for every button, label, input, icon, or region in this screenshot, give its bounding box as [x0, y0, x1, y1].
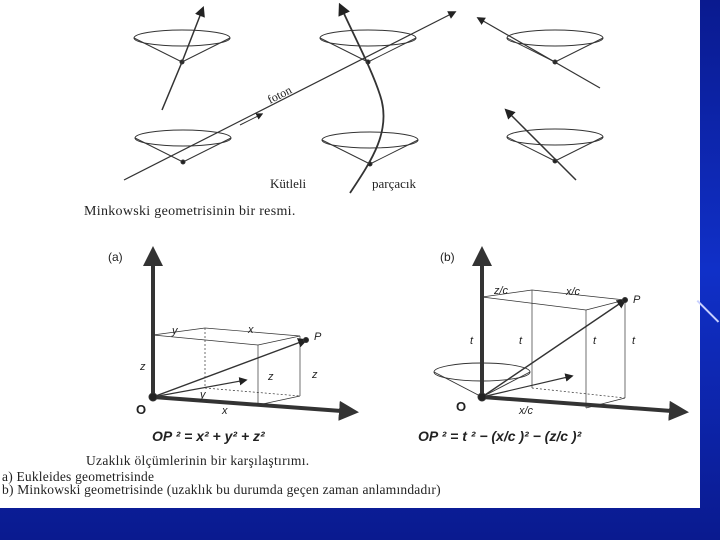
light-cone-4	[135, 130, 231, 164]
caption-line-a: a) Eukleides geometrisinde	[2, 469, 155, 484]
caption-line-b: b) Minkowski geometrisinde (uzaklık bu durumda geçen zaman anlamındadır)	[2, 482, 441, 497]
panel-a-tag: (a)	[108, 250, 123, 264]
particle-label: parçacık	[372, 176, 417, 191]
minkowski-diagram	[434, 250, 685, 412]
x-axis	[153, 397, 355, 412]
massive-label: Kütleli	[270, 176, 307, 191]
light-cone-1	[134, 8, 230, 110]
label-t-4: t	[632, 335, 636, 347]
light-cone-3	[478, 18, 603, 88]
xc-axis	[482, 397, 685, 412]
label-z-right: z	[312, 369, 318, 381]
panel-b-tag: (b)	[440, 250, 455, 264]
vector-op	[153, 340, 306, 397]
label-xc-axis: x/c	[519, 405, 534, 417]
label-x-axis: x	[222, 405, 228, 417]
photon-label: foton	[265, 82, 294, 107]
light-cone-diagram	[124, 5, 603, 193]
label-p: P	[314, 331, 322, 343]
massive-particle-worldline	[340, 5, 384, 193]
label-p-minkowski: P	[633, 294, 641, 306]
label-t-1: t	[470, 335, 474, 347]
label-y-axis: y	[200, 389, 206, 401]
top-caption: Minkowski geometrisinin bir resmi.	[84, 204, 296, 219]
label-origin-minkowski: O	[456, 399, 467, 414]
label-z-mid: z	[268, 371, 274, 383]
label-y-top: y	[172, 325, 178, 337]
label-t-2: t	[519, 335, 523, 347]
label-origin: O	[136, 402, 147, 417]
label-z-left: z	[140, 361, 146, 373]
label-xc-top: x/c	[566, 286, 581, 298]
label-zc-top: z/c	[494, 285, 509, 297]
vector-op-minkowski	[482, 300, 625, 397]
bottom-caption: Uzaklık ölçümlerinin bir karşılaştırımı.	[86, 453, 310, 468]
light-cone-6	[506, 110, 603, 180]
label-x-top: x	[248, 324, 254, 336]
minkowski-formula: OP ² = t ² − (x/c )² − (z/c )²	[418, 428, 582, 444]
label-t-3: t	[593, 335, 597, 347]
light-cone-2	[320, 30, 416, 64]
euclidean-formula: OP ² = x² + y² + z²	[152, 428, 265, 444]
zc-axis	[482, 376, 572, 397]
